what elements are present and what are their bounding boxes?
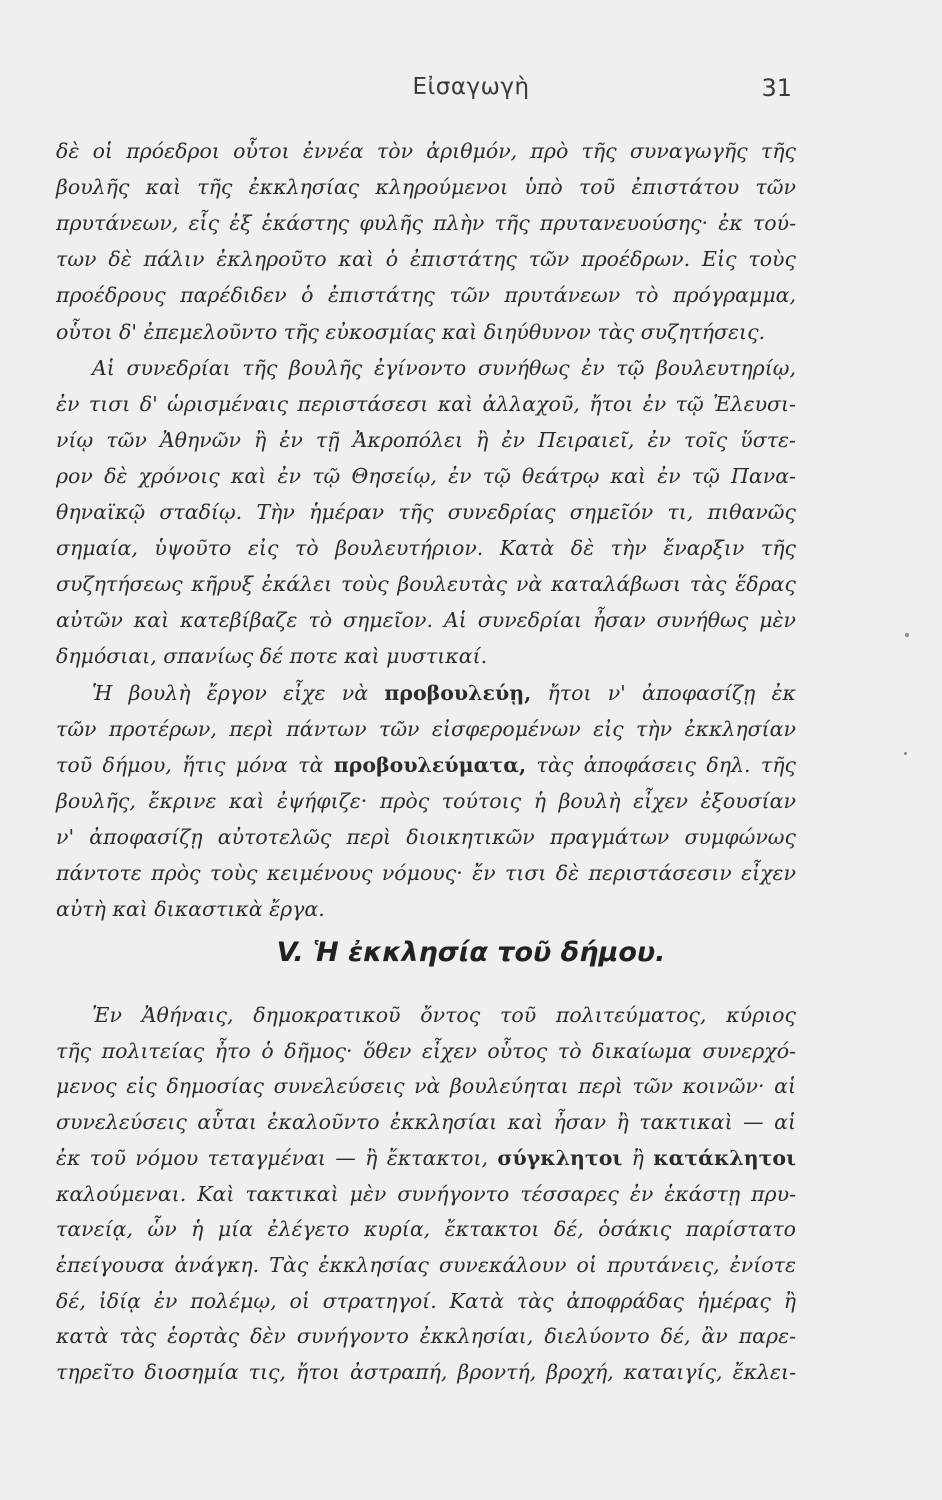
text-span: αὐτὴ καὶ δικαστικὰ ἔργα. (56, 897, 325, 922)
text-span: βουλῆς, ἔκρινε καὶ ἐψήφιζε· πρὸς τούτοις ἡ βουλὴ εἶχεν ἐξουσίαν (56, 788, 796, 813)
running-header-title: Εἰσαγωγὴ (412, 74, 530, 100)
section-heading: V. Ἡ ἐκκλησία τοῦ δήμου. (276, 937, 666, 968)
text-span: ἤτοι ν' ἀποφασίζῃ ἐκ (531, 680, 797, 705)
text-line: ρον δὲ χρόνοις καὶ ἐν τῷ Θησείῳ, ἐν τῷ θεάτρῳ καὶ ἐν τῷ Πανα- (56, 463, 796, 488)
text-line (56, 824, 796, 854)
text-line (56, 788, 796, 818)
text-line: οὗτοι δ' ἐπεμελοῦντο τῆς εὐκοσμίας καὶ διηύθυνον τὰς συζητήσεις. (56, 319, 766, 344)
emphasized-term: προβουλεύματα, (333, 752, 527, 777)
text-line (56, 1073, 796, 1103)
text-line (56, 1288, 796, 1318)
text-line: δὲ οἱ πρόεδροι οὗτοι ἐννέα τὸν ἀριθμόν, πρὸ τῆς συναγωγῆς τῆς (56, 139, 796, 163)
text-span: Ἐν Ἀθήναις, δημοκρατικοῦ ὄντος τοῦ πολιτεύματος, κύριος (92, 1003, 796, 1027)
text-span: τῆς πολιτείας ἦτο ὁ δῆμος· ὅθεν εἶχεν οὗτος τὸ δικαίωμα συνερχό- (56, 1038, 796, 1063)
text-line: βουλῆς καὶ τῆς ἐκκλησίας κληρούμενοι ὑπὸ τοῦ ἐπιστάτου τῶν (56, 175, 796, 200)
text-line (56, 1109, 796, 1139)
emphasized-term: προβουλεύῃ, (384, 680, 532, 705)
text-span: τῶν προτέρων, περὶ πάντων τῶν εἰσφερομένων εἰς τὴν ἐκκλησίαν (56, 716, 796, 741)
text-span: συνελεύσεις αὗται ἐκαλοῦντο ἐκκλησίαι καὶ ἦσαν ἢ τακτικαὶ — αἱ (56, 1110, 796, 1135)
text-span: ἐπείγουσα ἀνάγκη. Τὰς ἐκκλησίας συνεκάλουν οἱ πρυτάνεις, ἐνίοτε (56, 1252, 796, 1277)
text-line (56, 1181, 796, 1211)
text-span: Ἡ βουλὴ ἔργον εἶχε νὰ (92, 680, 385, 705)
text-line: δημόσιαι, σπανίως δέ ποτε καὶ μυστικαί. (56, 644, 488, 669)
text-line (92, 1002, 796, 1032)
emphasized-term: σύγκλητοι (497, 1145, 623, 1170)
text-span: τανείᾳ, ὧν ἡ μία ἐλέγετο κυρία, ἔκτακτοι δέ, ὁσάκις παρίστατο (56, 1217, 796, 1242)
text-line (56, 752, 796, 782)
emphasized-term: κατάκλητοι (653, 1145, 796, 1170)
text-span: κατὰ τὰς ἑορτὰς δὲν συνήγοντο ἐκκλησίαι, διελύοντο δέ, ἂν παρε- (56, 1324, 796, 1349)
text-span: ἢ (622, 1145, 654, 1170)
text-span: πάντοτε πρὸς τοὺς κειμένους νόμους· ἔν τισι δὲ περιστάσεσιν εἶχεν (56, 861, 796, 885)
text-span: τὰς ἀποφάσεις δηλ. τῆς (526, 752, 796, 777)
text-span: δέ, ἰδίᾳ ἐν πολέμῳ, οἱ στρατηγοί. Κατὰ τὰς ἀποφράδας ἡμέρας ἢ (56, 1288, 796, 1313)
text-line (56, 1145, 796, 1175)
text-span: τοῦ δήμου, ἥτις μόνα τὰ (56, 752, 334, 777)
paper-speck (904, 752, 907, 755)
text-line (56, 896, 796, 926)
text-line (92, 680, 796, 710)
text-line (56, 716, 796, 746)
text-line (56, 1252, 796, 1282)
text-span: καλούμεναι. Καὶ τακτικαὶ μὲν συνήγοντο τέσσαρες ἐν ἑκάστῃ πρυ- (56, 1181, 796, 1206)
text-line (56, 1359, 796, 1389)
text-line (56, 1216, 796, 1246)
paper-speck (905, 633, 909, 637)
text-line: Αἱ συνεδρίαι τῆς βουλῆς ἐγίνοντο συνήθως ἐν τῷ βουλευτηρίῳ, (92, 355, 796, 380)
text-line: νίῳ τῶν Ἀθηνῶν ἢ ἐν τῇ Ἀκροπόλει ἢ ἐν Πειραιεῖ, ἐν τοῖς ὕστε- (56, 427, 796, 452)
text-span: ἐκ τοῦ νόμου τεταγμέναι — ἢ ἔκτακτοι, (56, 1145, 498, 1170)
text-span: τηρεῖτο διοσημία τις, ἤτοι ἀστραπή, βροντή, βροχή, καταιγίς, ἔκλει- (56, 1360, 796, 1384)
text-span: ν' ἀποφασίζῃ αὐτοτελῶς περὶ διοικητικῶν πραγμάτων συμφώνως (56, 824, 796, 849)
page-number: 31 (761, 74, 792, 102)
text-line: ἐν τισι δ' ὡρισμέναις περιστάσεσι καὶ ἀλλαχοῦ, ἤτοι ἐν τῷ Ἐλευσι- (56, 391, 796, 416)
text-line: θηναϊκῷ σταδίῳ. Τὴν ἡμέραν τῆς συνεδρίας σημεῖόν τι, πιθανῶς (56, 500, 796, 524)
text-line: πρυτάνεων, εἷς ἐξ ἑκάστης φυλῆς πλὴν τῆς πρυτανευούσης· ἐκ τού- (56, 211, 796, 236)
text-line: συζητήσεως κῆρυξ ἐκάλει τοὺς βουλευτὰς νὰ καταλάβωσι τὰς ἕδρας (56, 572, 796, 597)
text-line: σημαία, ὑψοῦτο εἰς τὸ βουλευτήριον. Κατὰ δὲ τὴν ἔναρξιν τῆς (56, 536, 796, 561)
text-span: μενος εἰς δημοσίας συνελεύσεις νὰ βουλεύηται περὶ τῶν κοινῶν· αἱ (56, 1074, 796, 1099)
text-line: προέδρους παρέδιδεν ὁ ἐπιστάτης τῶν πρυτάνεων τὸ πρόγραμμα, (56, 283, 796, 308)
text-line (56, 860, 796, 890)
text-line (56, 1038, 796, 1068)
text-line: των δὲ πάλιν ἐκληροῦτο καὶ ὁ ἐπιστάτης τῶν προέδρων. Εἰς τοὺς (56, 247, 796, 272)
text-line: αὐτῶν καὶ κατεβίβαζε τὸ σημεῖον. Αἱ συνεδρίαι ἦσαν συνήθως μὲν (56, 608, 796, 633)
text-line (56, 1323, 796, 1353)
